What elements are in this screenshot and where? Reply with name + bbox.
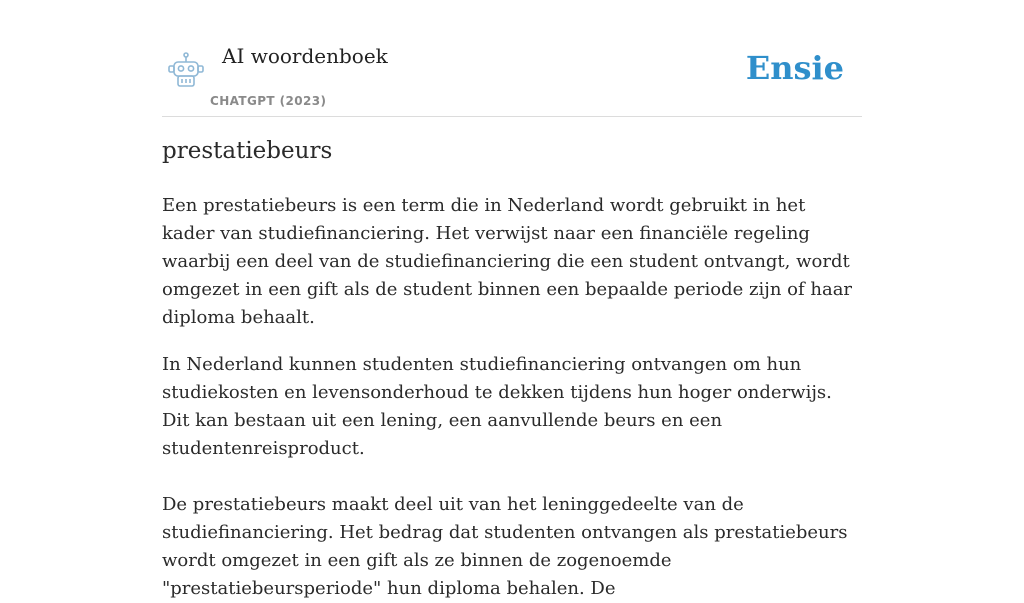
- entry-definition: [162, 192, 862, 603]
- robot-icon: [166, 51, 206, 91]
- dictionary-header: [162, 0, 862, 117]
- definition-paragraph: De prestatiebeurs maakt deel uit van het leninggedeelte van de studiefinanciering. Het bedrag dat studenten ontvangen als prestatiebeurs wordt omgezet in een gift als ze binnen de zogenoemde "prestatiebeursperiode" hun diploma behalen. De: [162, 494, 848, 599]
- definition-paragraph: In Nederland kunnen studenten studiefinanciering ontvangen om hun studiekosten en levensonderhoud te dekken tijdens hun hoger onderwijs. Dit kan bestaan uit een lening, een aanvullende beurs en een studentenreisproduct.: [162, 354, 832, 459]
- definition-paragraph: Een prestatiebeurs is een term die in Nederland wordt gebruikt in het kader van studiefinanciering. Het verwijst naar een financiële regeling waarbij een deel van de studiefinanciering die een student ontvangt, wordt omgezet in een gift als de student binnen een bepaalde periode zijn of haar diploma behaalt.: [162, 195, 853, 328]
- ensie-logo[interactable]: Ensie: [745, 49, 844, 87]
- dictionary-source: CHATGPT (2023): [210, 94, 327, 108]
- dictionary-title[interactable]: AI woordenboek: [222, 44, 388, 68]
- entry-term: prestatiebeurs: [162, 138, 333, 164]
